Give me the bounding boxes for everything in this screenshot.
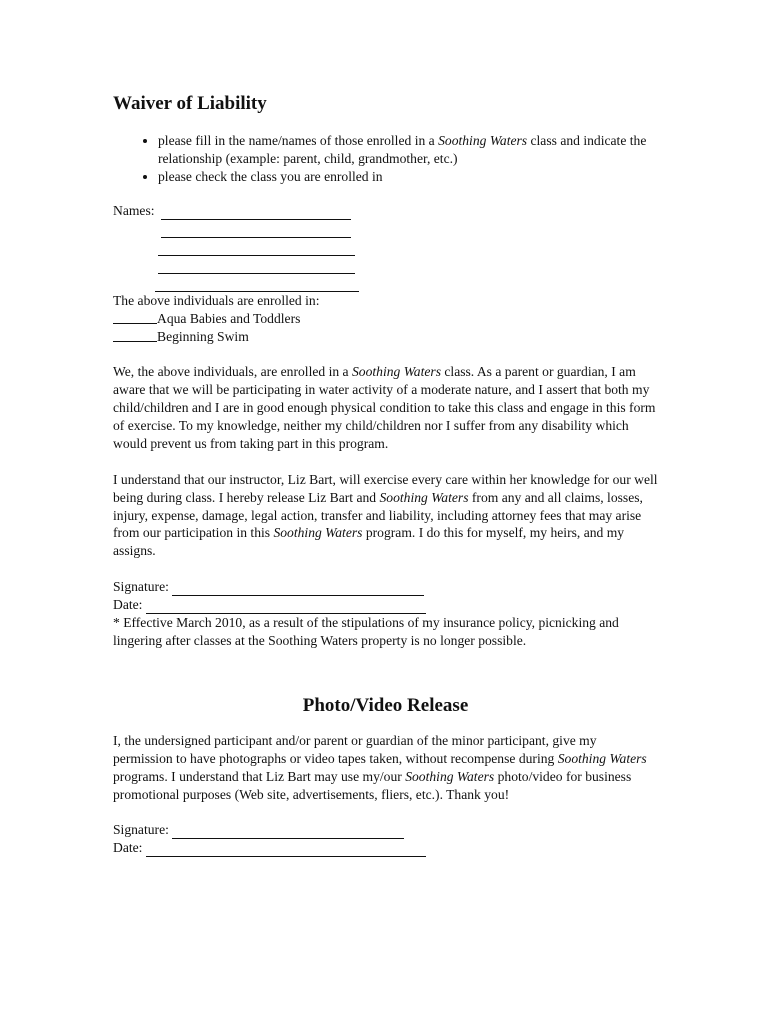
waiver-signature-field[interactable]	[172, 582, 424, 596]
release-signature-field[interactable]	[172, 825, 404, 839]
release-date-row	[113, 839, 658, 857]
name-field-4[interactable]	[158, 260, 355, 274]
date-label: Date:	[113, 840, 143, 856]
waiver-paragraph-2: I understand that our instructor, Liz Bart, will exercise every care within her knowledge for our well being during class. I hereby release Liz Bart and Soothing Waters from any and all claims, losses, injury, expense, damage, legal action, transfer and liability, including attorney fees that may arise from our participation in this Soothing Waters program. I do this for myself, my heirs, and my assigns.	[113, 471, 658, 559]
enrolled-intro: The above individuals are enrolled in:	[113, 292, 320, 308]
signature-label: Signature:	[113, 822, 169, 838]
name-field-2[interactable]	[161, 224, 351, 238]
instructions-list	[113, 132, 658, 186]
check-blank[interactable]	[113, 310, 157, 324]
class-option-beginning-swim[interactable]: Beginning Swim	[113, 328, 658, 346]
class-option-aqua-babies[interactable]: Aqua Babies and Toddlers	[113, 310, 658, 328]
instruction-item: • please check the class you are enrolled in	[158, 168, 658, 186]
waiver-date-row	[113, 596, 658, 614]
date-label: Date:	[113, 597, 143, 613]
waiver-paragraph-1: We, the above individuals, are enrolled in a Soothing Waters class. As a parent or guardian, I am aware that we will be participating in water activity of a moderate nature, and I assert that both my child/children and I are in good enough physical condition to take this class and engage in this form of exercise. To my knowledge, neither my child/children nor I suffer from any disability which would prevent us from taking part in this program.	[113, 364, 656, 451]
release-date-field[interactable]	[146, 843, 426, 857]
waiver-title: Waiver of Liability	[113, 93, 267, 114]
signature-label: Signature:	[113, 579, 169, 595]
release-title: Photo/Video Release	[302, 694, 469, 716]
insurance-note: * Effective March 2010, as a result of the stipulations of my insurance policy, picnicking and lingering after classes at the Soothing Waters property is no longer possible.	[113, 614, 619, 648]
instruction-item: • please fill in the name/names of those enrolled in a Soothing Waters class and indicate the relationship (example: parent, child, grandmother, etc.)	[158, 132, 658, 168]
document-page	[113, 92, 658, 857]
waiver-date-field[interactable]	[146, 600, 426, 614]
release-signature-row	[113, 821, 658, 839]
names-label: Names:	[113, 202, 155, 218]
name-field-5[interactable]	[155, 278, 359, 292]
check-blank[interactable]	[113, 328, 157, 342]
release-paragraph: I, the undersigned participant and/or parent or guardian of the minor participant, give my permission to have photographs or video tapes taken, without recompense during Soothing Waters programs. I understand that Liz Bart may use my/our Soothing Waters photo/video for business promotional purposes (Web site, advertisements, fliers, etc.). Thank you!	[113, 732, 647, 802]
names-block	[113, 202, 658, 292]
name-field-3[interactable]	[158, 242, 355, 256]
waiver-signature-row	[113, 578, 658, 596]
name-field-1[interactable]	[161, 206, 351, 220]
